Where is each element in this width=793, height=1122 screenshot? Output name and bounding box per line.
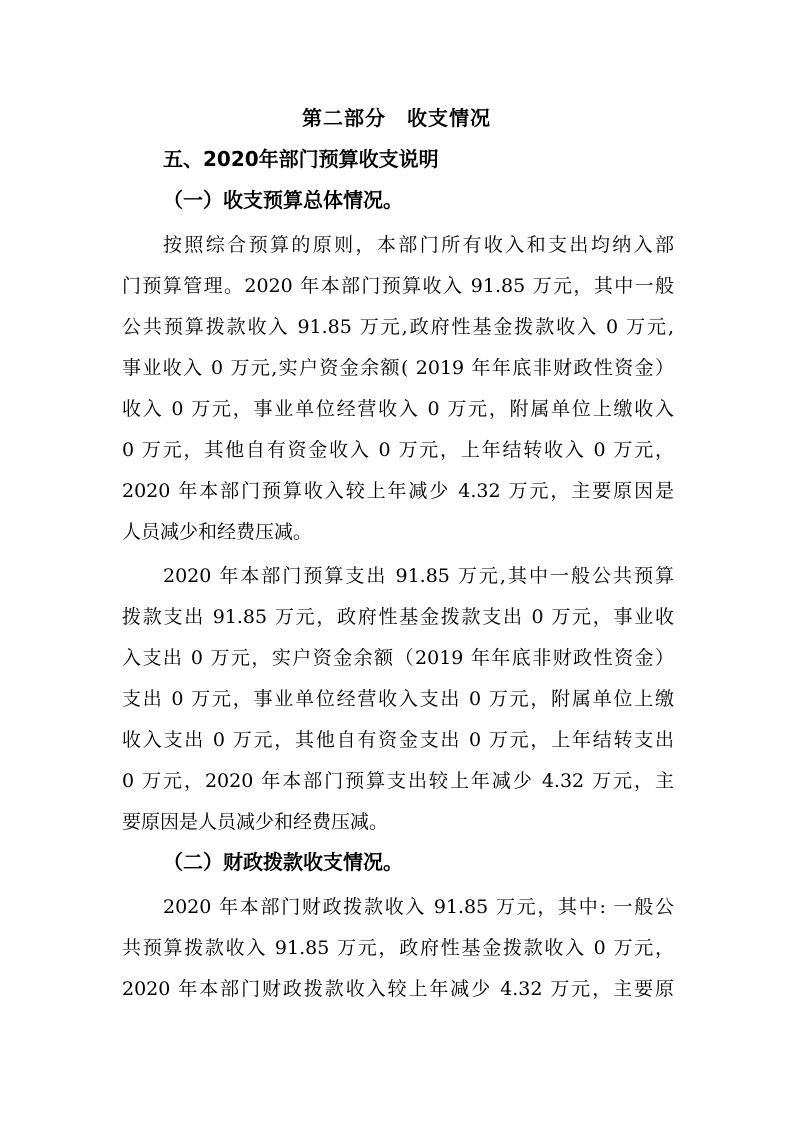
paragraph-line: 收入支出 0 万元，其他自有资金支出 0 万元，上年结转支出 bbox=[122, 729, 674, 751]
section-title: 五、2020年部门预算收支说明 bbox=[163, 147, 439, 171]
paragraph-line: 按照综合预算的原则，本部门所有收入和支出均纳入部 bbox=[163, 234, 674, 256]
subsection-title-overall: （一）收支预算总体情况。 bbox=[163, 188, 403, 212]
paragraph-line: 门预算管理。2020 年本部门预算收入 91.85 万元，其中一般 bbox=[122, 275, 674, 297]
paragraph-budget-overview bbox=[122, 225, 674, 553]
subsection-title-fiscal: （二）财政拨款收支情况。 bbox=[163, 850, 403, 874]
paragraph-line: 2020 年本部门财政拨款收入较上年减少 4.32 万元，主要原 bbox=[122, 978, 674, 1000]
part-title: 第二部分 收支情况 bbox=[302, 106, 491, 130]
paragraph-line: 2020 年本部门财政拨款收入 91.85 万元，其中: 一般公 bbox=[163, 896, 674, 918]
paragraph-line: 2020 年本部门预算支出 91.85 万元,其中一般公共预算 bbox=[163, 565, 674, 587]
paragraph-fiscal-appropriation bbox=[122, 887, 674, 1010]
paragraph-line: 收入 0 万元，事业单位经营收入 0 万元，附属单位上缴收入 bbox=[122, 398, 674, 420]
paragraph-budget-expenditure bbox=[122, 556, 674, 843]
paragraph-line: 0 万元，其他自有资金收入 0 万元，上年结转收入 0 万元， bbox=[122, 439, 674, 461]
paragraph-line: 入支出 0 万元，实户资金余额（2019 年年底非财政性资金） bbox=[122, 647, 674, 669]
paragraph-line: 0 万元，2020 年本部门预算支出较上年减少 4.32 万元，主 bbox=[122, 770, 674, 792]
paragraph-line: 支出 0 万元，事业单位经营收入支出 0 万元，附属单位上缴 bbox=[122, 688, 674, 710]
paragraph-line: 2020 年本部门预算收入较上年减少 4.32 万元，主要原因是 bbox=[122, 480, 674, 502]
paragraph-line: 要原因是人员减少和经费压减。 bbox=[122, 811, 389, 833]
paragraph-line: 拨款支出 91.85 万元，政府性基金拨款支出 0 万元，事业收 bbox=[122, 606, 674, 628]
paragraph-line: 人员减少和经费压减。 bbox=[122, 521, 313, 543]
paragraph-line: 公共预算拨款收入 91.85 万元,政府性基金拨款收入 0 万元, bbox=[122, 316, 674, 338]
paragraph-line: 共预算拨款收入 91.85 万元，政府性基金拨款收入 0 万元， bbox=[122, 937, 674, 959]
paragraph-line: 事业收入 0 万元,实户资金余额( 2019 年年底非财政性资金） bbox=[122, 357, 674, 379]
